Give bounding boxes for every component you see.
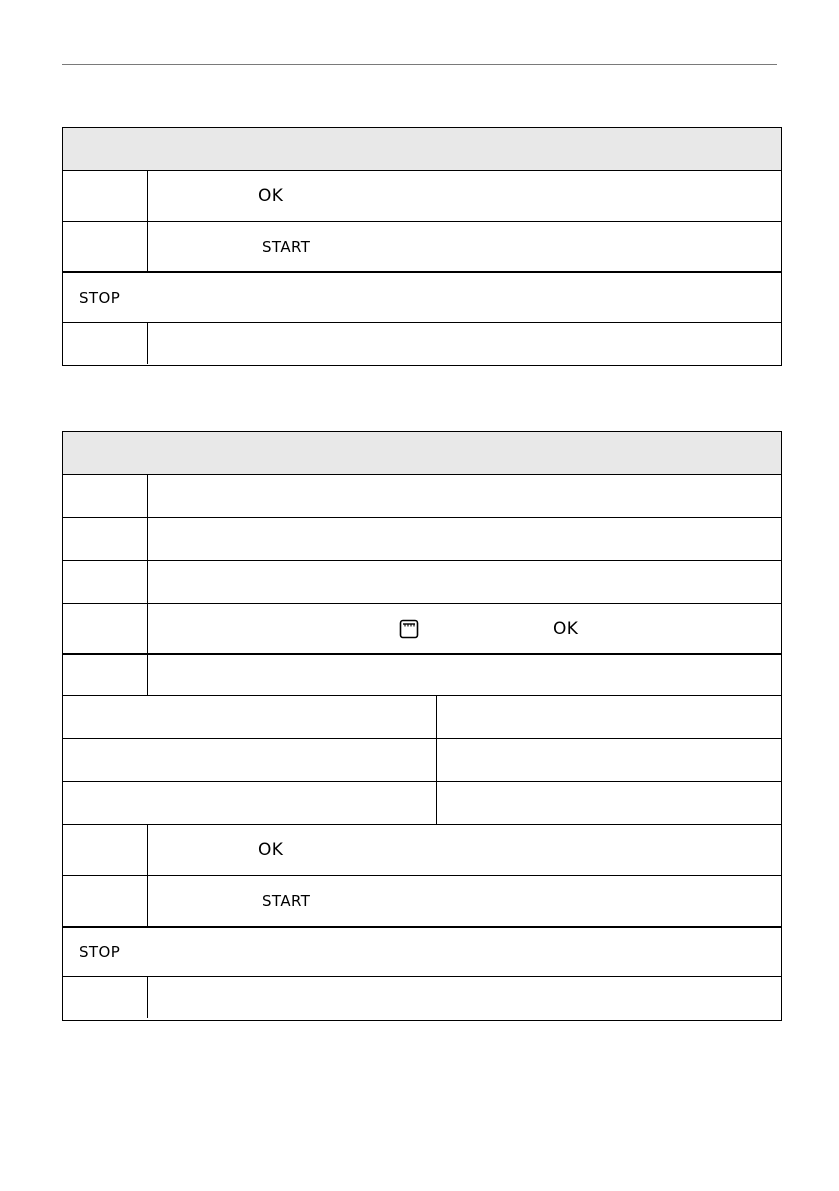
ok-key-label: OK [553, 618, 579, 639]
step-number-cell [63, 825, 148, 875]
column-divider [436, 782, 437, 824]
step-number-cell [63, 171, 148, 221]
table-row [63, 170, 781, 221]
procedure-table-1 [62, 127, 782, 366]
table-row [63, 474, 781, 517]
note-row [63, 271, 781, 322]
table-row [63, 560, 781, 603]
table-row [63, 517, 781, 560]
table-row [63, 603, 781, 653]
step-number-cell [63, 876, 148, 926]
table-row [63, 221, 781, 271]
column-divider [436, 696, 437, 738]
header-rule [62, 64, 777, 65]
start-key-label: START [262, 892, 311, 910]
stop-key-label: STOP [79, 943, 121, 961]
table-header [63, 128, 781, 170]
ok-key-label: OK [258, 840, 284, 860]
table-row [63, 824, 781, 875]
table-row [63, 976, 781, 1018]
table-row [63, 875, 781, 926]
stop-key-label: STOP [79, 288, 121, 307]
step-number-cell [63, 518, 148, 560]
step-number-cell [63, 222, 148, 271]
settings-subrow [63, 738, 781, 781]
settings-subrow [63, 695, 781, 738]
column-divider [436, 739, 437, 781]
table-row [63, 653, 781, 695]
step-number-cell [63, 655, 148, 695]
step-number-cell [63, 475, 148, 517]
step-number-cell [63, 977, 148, 1018]
settings-subrow [63, 781, 781, 824]
note-row [63, 926, 781, 976]
step-number-cell [63, 561, 148, 603]
step-number-cell [63, 323, 148, 364]
oven-icon [399, 604, 419, 653]
table-header [63, 432, 781, 474]
table-row [63, 322, 781, 364]
procedure-table-2 [62, 431, 782, 1021]
ok-key-label: OK [258, 186, 284, 206]
start-key-label: START [262, 237, 311, 256]
step-number-cell [63, 604, 148, 653]
